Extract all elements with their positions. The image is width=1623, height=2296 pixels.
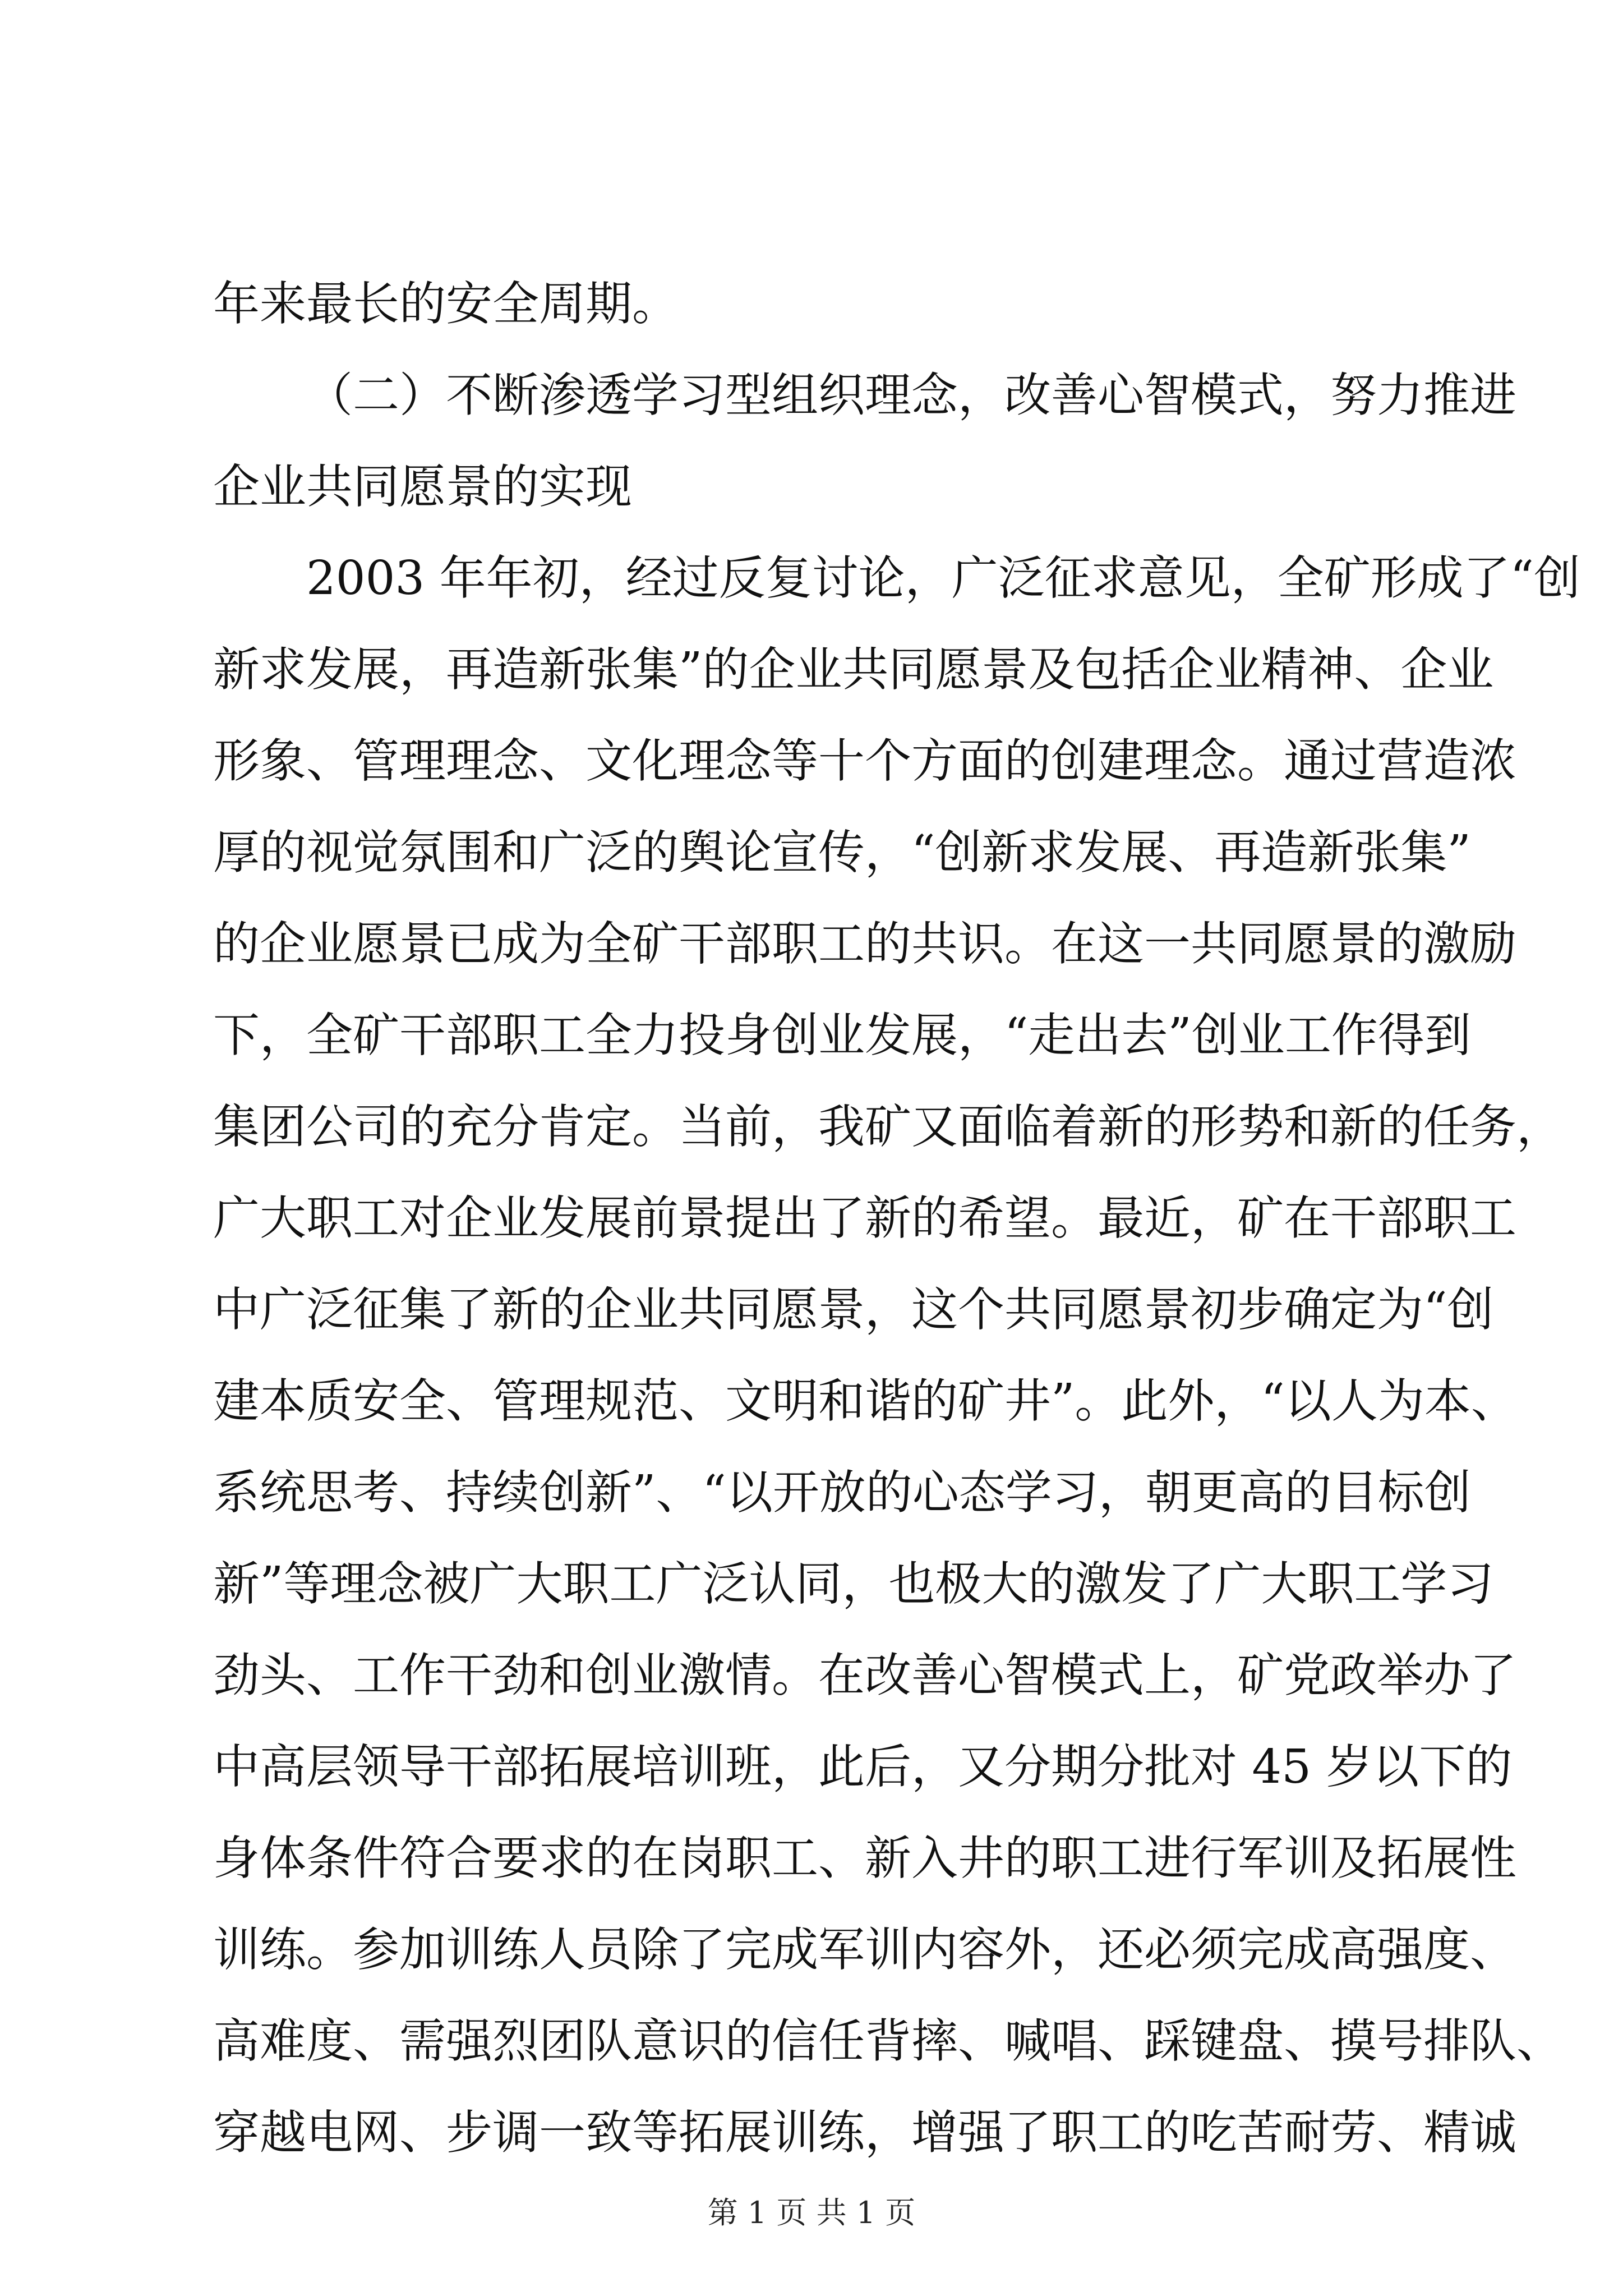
text-line-8: 的企业愿景已成为全矿干部职工的共识。在这一共同愿景的激励 [213, 917, 1516, 971]
section-heading-line-2: 企业共同愿景的实现 [213, 459, 632, 514]
text-line-20: 高难度、需强烈团队意识的信任背摔、喊唱、踩键盘、摸号排队、 [213, 2014, 1563, 2068]
text-line-13: 建本质安全、管理规范、文明和谐的矿井”。此外，“以人为本、 [213, 1374, 1518, 1428]
text-line-16: 劲头、工作干劲和创业激情。在改善心智模式上，矿党政举办了 [213, 1648, 1516, 1703]
text-line-6: 形象、管理理念、文化理念等十个方面的创建理念。通过营造浓 [213, 734, 1516, 788]
text-line-19: 训练。参加训练人员除了完成军训内容外，还必须完成高强度、 [213, 1922, 1516, 1977]
text-line-14: 系统思考、持续创新”、“以开放的心态学习，朝更高的目标创 [213, 1465, 1471, 1520]
text-line-11: 广大职工对企业发展前景提出了新的希望。最近，矿在干部职工 [213, 1191, 1516, 1245]
text-line-9: 下，全矿干部职工全力投身创业发展，“走出去”创业工作得到 [213, 1008, 1471, 1062]
page-footer: 第 1 页 共 1 页 [707, 2195, 916, 2230]
text-line-4: 2003 年年初，经过反复讨论，广泛征求意见，全矿形成了“创 [306, 551, 1581, 605]
text-line-17: 中高层领导干部拓展培训班，此后，又分期分批对 45 岁以下的 [213, 1740, 1513, 1794]
text-line-10: 集团公司的充分肯定。当前，我矿又面临着新的形势和新的任务， [213, 1099, 1563, 1154]
text-line-21: 穿越电网、步调一致等拓展训练，增强了职工的吃苦耐劳、精诚 [213, 2105, 1516, 2160]
text-line-12: 中广泛征集了新的企业共同愿景，这个共同愿景初步确定为“创 [213, 1282, 1494, 1337]
text-line-18: 身体条件符合要求的在岗职工、新入井的职工进行军训及拓展性 [213, 1831, 1516, 1885]
section-heading-line-1: （二）不断渗透学习型组织理念，改善心智模式，努力推进 [306, 368, 1516, 422]
text-line-5: 新求发展，再造新张集”的企业共同愿景及包括企业精神、企业 [213, 642, 1494, 697]
text-line-15: 新”等理念被广大职工广泛认同，也极大的激发了广大职工学习 [213, 1557, 1494, 1611]
text-line-7: 厚的视觉氛围和广泛的舆论宣传，“创新求发展、再造新张集” [213, 825, 1471, 880]
text-line-1: 年来最长的安全周期。 [213, 277, 679, 331]
